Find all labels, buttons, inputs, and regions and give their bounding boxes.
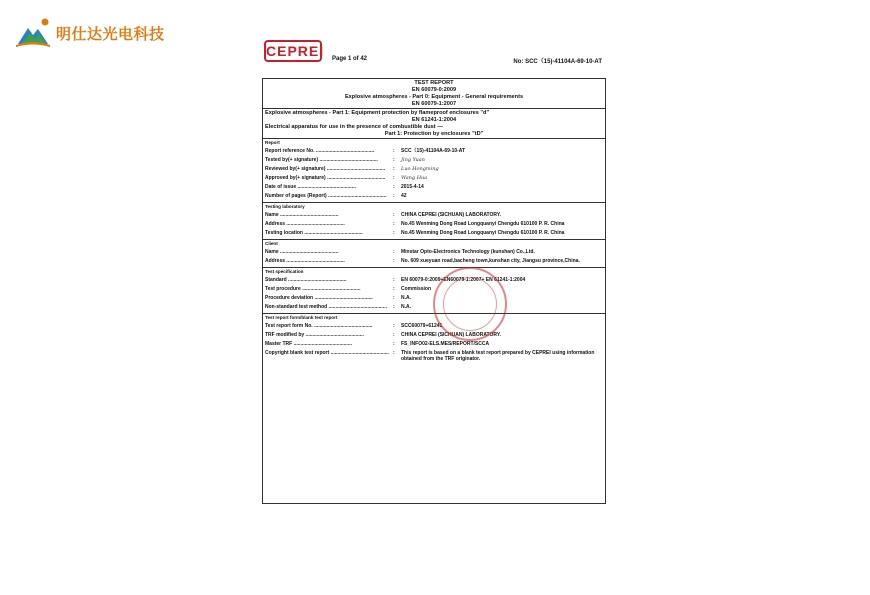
field-label-text: Test procedure	[265, 286, 301, 292]
field-value: CHINA CEPREI (SICHUAN) LABORATORY.	[401, 212, 502, 218]
leader-dots: ..........................................	[286, 277, 347, 283]
section-title: Testing laboratory	[265, 204, 305, 209]
field-value: Commission	[401, 286, 432, 292]
ceprei-logo: CEPREI	[264, 40, 322, 62]
report-section	[263, 203, 605, 240]
field-label-text: Number of pages (Report)	[265, 193, 327, 199]
certificate-header	[262, 34, 606, 74]
signature: Wang Hua	[401, 175, 428, 181]
leader-dots: ..........................................	[285, 221, 345, 227]
field-label-text: Standard	[265, 277, 287, 283]
report-frame	[262, 78, 606, 504]
leader-dots: ..........................................	[292, 341, 352, 347]
field-value: This report is based on a blank test report prepared by CEPREI using information obtained from the TRF originator.	[401, 350, 595, 362]
section-title: Client	[265, 241, 278, 246]
field-label-text: Test report form No.	[265, 323, 313, 329]
subtitle-line: Electrical apparatus for use in the presence of combustible dust —	[265, 124, 443, 130]
field-label	[265, 277, 393, 283]
field-row	[265, 293, 603, 302]
leader-dots: ..........................................	[300, 286, 361, 292]
title-line: TEST REPORT	[414, 80, 454, 86]
leader-dots: ..........................................	[313, 295, 373, 301]
field-value: 2015-4-14	[401, 184, 424, 190]
field-label	[265, 304, 393, 310]
leader-dots: ..........................................	[302, 230, 363, 236]
field-row	[265, 146, 603, 155]
field-row	[265, 284, 603, 293]
field-label	[265, 157, 393, 163]
field-row	[265, 228, 603, 237]
subtitle-line: EN 61241-1:2004	[411, 117, 457, 123]
field-colon: :	[393, 184, 395, 190]
field-label-text: Date of issue	[265, 184, 297, 190]
field-colon: :	[393, 332, 395, 338]
field-colon: :	[393, 277, 395, 283]
field-row	[265, 182, 603, 191]
field-row	[265, 173, 603, 182]
field-value: No.45 Wenming Dong Road Longquanyi Chengdu 610100 P. R. China	[401, 221, 565, 227]
field-label	[265, 230, 393, 236]
report-title-block	[263, 79, 605, 109]
field-label	[265, 295, 393, 301]
signature: Luo Hongming	[401, 166, 439, 172]
field-colon: :	[393, 157, 395, 163]
field-colon: :	[393, 249, 395, 255]
field-colon: :	[393, 295, 395, 301]
field-label-text: Testing location	[265, 230, 303, 236]
page-number: Page 1 of 42	[332, 56, 368, 62]
field-row	[265, 155, 603, 164]
field-value: CHINA CEPREI (SICHUAN) LABORATORY.	[401, 332, 502, 338]
field-label-text: Tested by(+ signature)	[265, 157, 319, 163]
field-value: EN 60079-0:2009+EN60079-1:2007+ EN 61241-1:2004	[401, 277, 526, 283]
field-colon: :	[393, 175, 395, 181]
field-colon: :	[393, 350, 395, 356]
field-label-text: Name	[265, 249, 279, 255]
leader-dots: ..........................................	[278, 212, 339, 218]
field-label	[265, 193, 393, 199]
field-colon: :	[393, 230, 395, 236]
field-label	[265, 184, 393, 190]
field-value: Minstar Opto-Electronics Technology (kunshan) Co.,Ltd.	[401, 249, 535, 255]
field-label	[265, 341, 393, 347]
field-label	[265, 166, 393, 172]
company-logo-icon	[16, 17, 50, 49]
field-label	[265, 286, 393, 292]
leader-dots: ..........................................	[325, 166, 386, 172]
signature: Jing Yuan	[401, 157, 425, 163]
field-colon: :	[393, 193, 395, 199]
report-number: No: SCC（15)-41104A-69-10-AT	[513, 59, 602, 65]
field-row	[265, 164, 603, 173]
leader-dots: ..........................................	[312, 323, 373, 329]
report-section	[263, 314, 605, 364]
field-row	[265, 275, 603, 284]
field-value: SCC（15)-41104A-69-10-AT	[401, 148, 466, 154]
field-label-text: Non-standard test method	[265, 304, 328, 310]
field-label	[265, 221, 393, 227]
field-row	[265, 247, 603, 256]
report-section	[263, 139, 605, 203]
report-section	[263, 268, 605, 314]
field-row	[265, 348, 603, 362]
company-name: 明仕达光电科技	[56, 25, 165, 43]
field-value: N.A.	[401, 304, 411, 310]
report-section	[263, 240, 605, 268]
field-colon: :	[393, 212, 395, 218]
field-label-text: Address	[265, 258, 286, 264]
title-line: Explosive atmospheres - Part 0: Equipment - General requirements	[344, 94, 524, 100]
leader-dots: ..........................................	[296, 184, 356, 190]
leader-dots: ..........................................	[325, 175, 386, 181]
leader-dots: ..........................................	[314, 148, 375, 154]
field-label	[265, 350, 393, 356]
section-title: Test report form/blank test report	[265, 315, 338, 320]
field-value: SCC60079+61241	[401, 323, 443, 329]
field-row	[265, 339, 603, 348]
field-label	[265, 212, 393, 218]
field-value: No. 609 xueyuan road,bacheng town,kunshan city, Jiangsu province,China.	[401, 258, 580, 264]
field-label-text: Approved by(+ signature)	[265, 175, 326, 181]
leader-dots: ..........................................	[327, 304, 387, 310]
field-colon: :	[393, 148, 395, 154]
field-colon: :	[393, 341, 395, 347]
field-label	[265, 258, 393, 264]
field-row	[265, 321, 603, 330]
field-label-text: Procedure deviation	[265, 295, 314, 301]
field-colon: :	[393, 323, 395, 329]
leader-dots: ..........................................	[285, 258, 345, 264]
field-colon: :	[393, 166, 395, 172]
report-sections	[263, 139, 605, 364]
subtitle-line: Part 1: Protection by enclosures "tD"	[384, 131, 484, 137]
field-colon: :	[393, 221, 395, 227]
field-row	[265, 302, 603, 311]
field-label-text: Report reference No.	[265, 148, 315, 154]
field-row	[265, 256, 603, 265]
field-colon: :	[393, 304, 395, 310]
field-label-text: Copyright blank test report	[265, 350, 330, 356]
leader-dots: ..........................................	[329, 350, 389, 356]
leader-dots: ..........................................	[278, 249, 339, 255]
field-label	[265, 249, 393, 255]
field-colon: :	[393, 258, 395, 264]
field-row	[265, 191, 603, 200]
report-subtitle-block	[263, 109, 605, 139]
field-label-text: Master TRF	[265, 341, 293, 347]
field-label	[265, 332, 393, 338]
field-label-text: TRF modified by	[265, 332, 305, 338]
field-label-text: Address	[265, 221, 286, 227]
field-row	[265, 210, 603, 219]
leader-dots: ..........................................	[304, 332, 364, 338]
field-label	[265, 148, 393, 154]
field-row	[265, 330, 603, 339]
field-label-text: Name	[265, 212, 279, 218]
field-value: No.45 Wenming Dong Road Longquanyi Chengdu 610100 P. R. China	[401, 230, 565, 236]
field-value: FS_INFO02-ELS.MES/REPORT/SCCA	[401, 341, 490, 347]
certificate-document	[258, 30, 610, 508]
field-colon: :	[393, 286, 395, 292]
field-value: 42	[401, 193, 407, 199]
section-title: Report	[265, 140, 280, 145]
leader-dots: ..........................................	[326, 193, 387, 199]
leader-dots: ..........................................	[318, 157, 378, 163]
field-label-text: Reviewed by(+ signature)	[265, 166, 326, 172]
field-row	[265, 219, 603, 228]
field-value: N.A.	[401, 295, 411, 301]
field-label	[265, 175, 393, 181]
title-line: EN 60079-0:2009	[411, 87, 457, 93]
company-brand[interactable]	[16, 16, 165, 50]
title-line: EN 60079-1:2007	[411, 101, 457, 107]
field-label	[265, 323, 393, 329]
subtitle-line: Explosive atmospheres - Part 1: Equipment protection by flameproof enclosures "d"	[265, 110, 490, 116]
section-title: Test specification	[265, 269, 304, 274]
